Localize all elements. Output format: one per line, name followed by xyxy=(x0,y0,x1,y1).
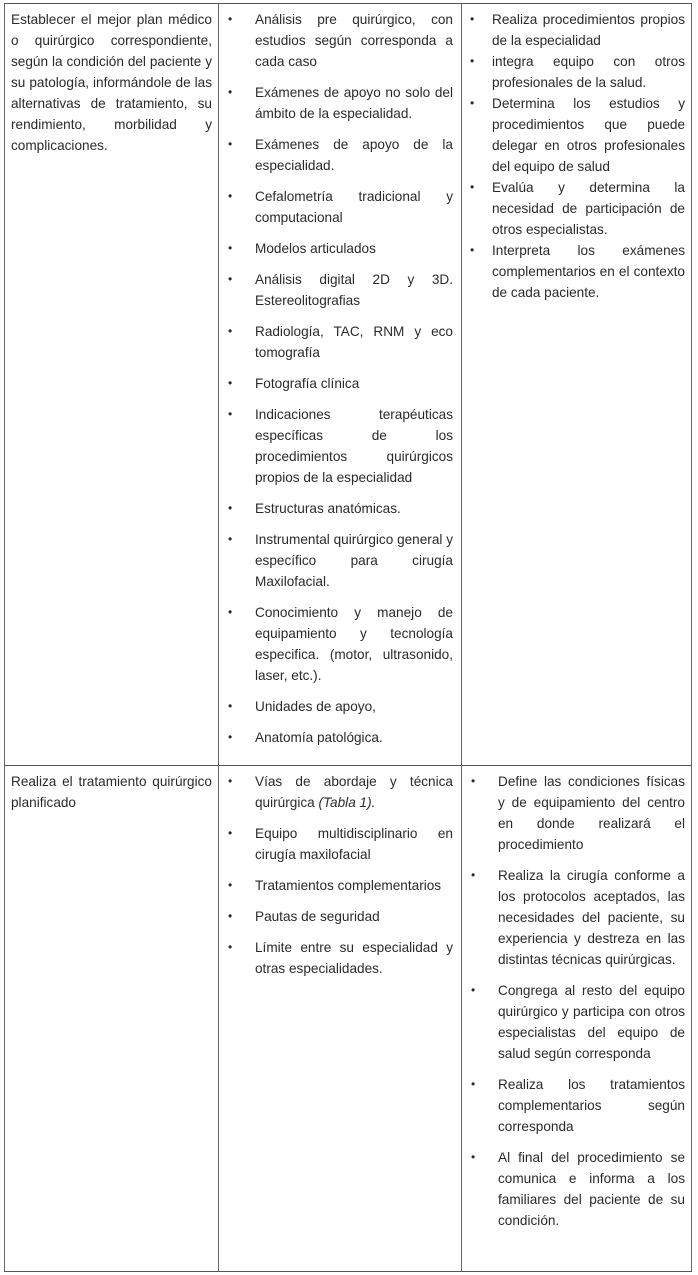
list-item-text: Exámenes de apoyo no solo del ámbito de la especialidad. xyxy=(255,85,453,121)
objective-cell xyxy=(4,766,218,1271)
bullet-icon: • xyxy=(471,774,476,788)
bullet-icon: • xyxy=(228,376,233,390)
knowledge-list xyxy=(225,771,453,979)
list-item-text: integra equipo con otros profesionales de la salud. xyxy=(492,54,685,90)
list-item xyxy=(225,875,453,896)
list-item xyxy=(468,51,685,93)
list-item-text: Vías de abordaje y técnica quirúrgica xyxy=(255,774,453,810)
list-item xyxy=(225,696,453,717)
bullet-icon: • xyxy=(470,243,475,257)
list-item-text: Realiza procedimientos propios de la especialidad xyxy=(492,12,685,48)
list-item-text: Instrumental quirúrgico general y específico para cirugía Maxilofacial. xyxy=(255,532,453,589)
list-item xyxy=(225,186,453,228)
list-item xyxy=(225,602,453,686)
list-item xyxy=(468,240,685,303)
bullet-icon: • xyxy=(228,826,233,840)
list-item-text: Al final del procedimiento se comunica e informa a los familiares del paciente de su condición. xyxy=(498,1150,685,1228)
list-item xyxy=(225,9,453,72)
list-item-text: Anatomía patológica. xyxy=(255,730,383,745)
list-item xyxy=(225,771,453,813)
bullet-icon: • xyxy=(228,189,233,203)
list-item-text: Determina los estudios y procedimientos que puede delegar en otros profesionales del equipo de salud xyxy=(492,96,685,174)
list-item-text: Límite entre su especialidad y otras especialidades. xyxy=(255,940,453,976)
competency-table xyxy=(4,3,692,1271)
table-row xyxy=(4,4,692,766)
bullet-icon: • xyxy=(228,501,233,515)
bullet-icon: • xyxy=(228,12,233,26)
list-item xyxy=(225,321,453,363)
bullet-icon: • xyxy=(228,699,233,713)
objective-cell xyxy=(4,4,218,765)
bullet-icon: • xyxy=(228,241,233,255)
list-item-text: Equipo multidisciplinario en cirugía maxilofacial xyxy=(255,826,453,862)
list-item xyxy=(468,1147,685,1231)
bullet-icon: • xyxy=(228,878,233,892)
list-item xyxy=(225,823,453,865)
list-item xyxy=(468,9,685,51)
list-item xyxy=(225,727,453,748)
bullet-icon: • xyxy=(228,85,233,99)
list-item-text: Indicaciones terapéuticas específicas de los procedimientos quirúrgicos propios de la especialidad xyxy=(255,407,453,485)
list-item-text: Congrega al resto del equipo quirúrgico y participa con otros especialistas del equipo de salud según corresponda xyxy=(498,983,685,1061)
bullet-icon: • xyxy=(228,774,233,788)
skills-list xyxy=(468,9,685,303)
list-item-text: Modelos articulados xyxy=(255,241,376,256)
bullet-icon: • xyxy=(471,983,476,997)
list-item-text: Tratamientos complementarios xyxy=(255,878,442,893)
objective-text: Realiza el tratamiento quirúrgico planificado xyxy=(11,774,212,810)
skills-list xyxy=(468,771,685,1231)
list-item xyxy=(468,865,685,970)
list-item-text: Análisis pre quirúrgico, con estudios según corresponda a cada caso xyxy=(255,12,453,69)
list-item-text: Realiza los tratamientos complementarios según corresponda xyxy=(498,1077,685,1134)
list-item-text: Radiología, TAC, RNM y eco tomografía xyxy=(255,324,453,360)
list-item-text: Interpreta los exámenes complementarios en el contexto de cada paciente. xyxy=(492,243,685,300)
list-item-text: Cefalometría tradicional y computacional xyxy=(255,189,453,225)
list-item xyxy=(225,238,453,259)
list-item xyxy=(225,906,453,927)
list-item-text: Pautas de seguridad xyxy=(255,909,380,924)
knowledge-cell xyxy=(218,766,461,1271)
list-item xyxy=(225,82,453,124)
list-item xyxy=(225,529,453,592)
bullet-icon: • xyxy=(470,180,475,194)
skills-cell xyxy=(461,766,692,1271)
bullet-icon: • xyxy=(471,1150,476,1164)
list-item xyxy=(468,771,685,855)
bullet-icon: • xyxy=(228,324,233,338)
bullet-icon: • xyxy=(471,1077,476,1091)
bullet-icon: • xyxy=(471,868,476,882)
list-item-text: Análisis digital 2D y 3D. Estereolitografias xyxy=(255,272,453,308)
list-item xyxy=(468,980,685,1064)
table-row xyxy=(4,766,692,1272)
table-reference: (Tabla 1). xyxy=(318,795,376,810)
list-item-text: Conocimiento y manejo de equipamiento y tecnología especifica. (motor, ultrasonido, laser, etc.). xyxy=(255,605,453,683)
list-item xyxy=(468,93,685,177)
list-item xyxy=(225,269,453,311)
bullet-icon: • xyxy=(470,54,475,68)
bullet-icon: • xyxy=(228,940,233,954)
list-item-text: Fotografía clínica xyxy=(255,376,360,391)
list-item xyxy=(225,134,453,176)
list-item-text: Unidades de apoyo, xyxy=(255,699,376,714)
bullet-icon: • xyxy=(228,605,233,619)
objective-text: Establecer el mejor plan médico o quirúrgico correspondiente, según la condición del paciente y su patología, informándole de las alternativas de tratamiento, su rendimiento, morbilidad y complicaciones. xyxy=(11,12,212,153)
bullet-icon: • xyxy=(228,272,233,286)
knowledge-list xyxy=(225,9,453,748)
list-item-text: Define las condiciones físicas y de equipamiento del centro en donde realizará el procedimiento xyxy=(498,774,685,852)
bullet-icon: • xyxy=(228,730,233,744)
list-item xyxy=(225,937,453,979)
bullet-icon: • xyxy=(228,532,233,546)
bullet-icon: • xyxy=(470,96,475,110)
list-item xyxy=(468,177,685,240)
list-item xyxy=(225,373,453,394)
list-item-text: Estructuras anatómicas. xyxy=(255,501,401,516)
list-item xyxy=(225,498,453,519)
list-item-text: Realiza la cirugía conforme a los protocolos aceptados, las necesidades del paciente, su experiencia y destreza en las distintas técnicas quirúrgicas. xyxy=(498,868,685,967)
bullet-icon: • xyxy=(470,12,475,26)
bullet-icon: • xyxy=(228,137,233,151)
skills-cell xyxy=(461,4,692,765)
list-item-text: Evalúa y determina la necesidad de participación de otros especialistas. xyxy=(492,180,685,237)
knowledge-cell xyxy=(218,4,461,765)
list-item xyxy=(468,1074,685,1137)
list-item xyxy=(225,404,453,488)
bullet-icon: • xyxy=(228,909,233,923)
list-item-text: Exámenes de apoyo de la especialidad. xyxy=(255,137,453,173)
bullet-icon: • xyxy=(228,407,233,421)
